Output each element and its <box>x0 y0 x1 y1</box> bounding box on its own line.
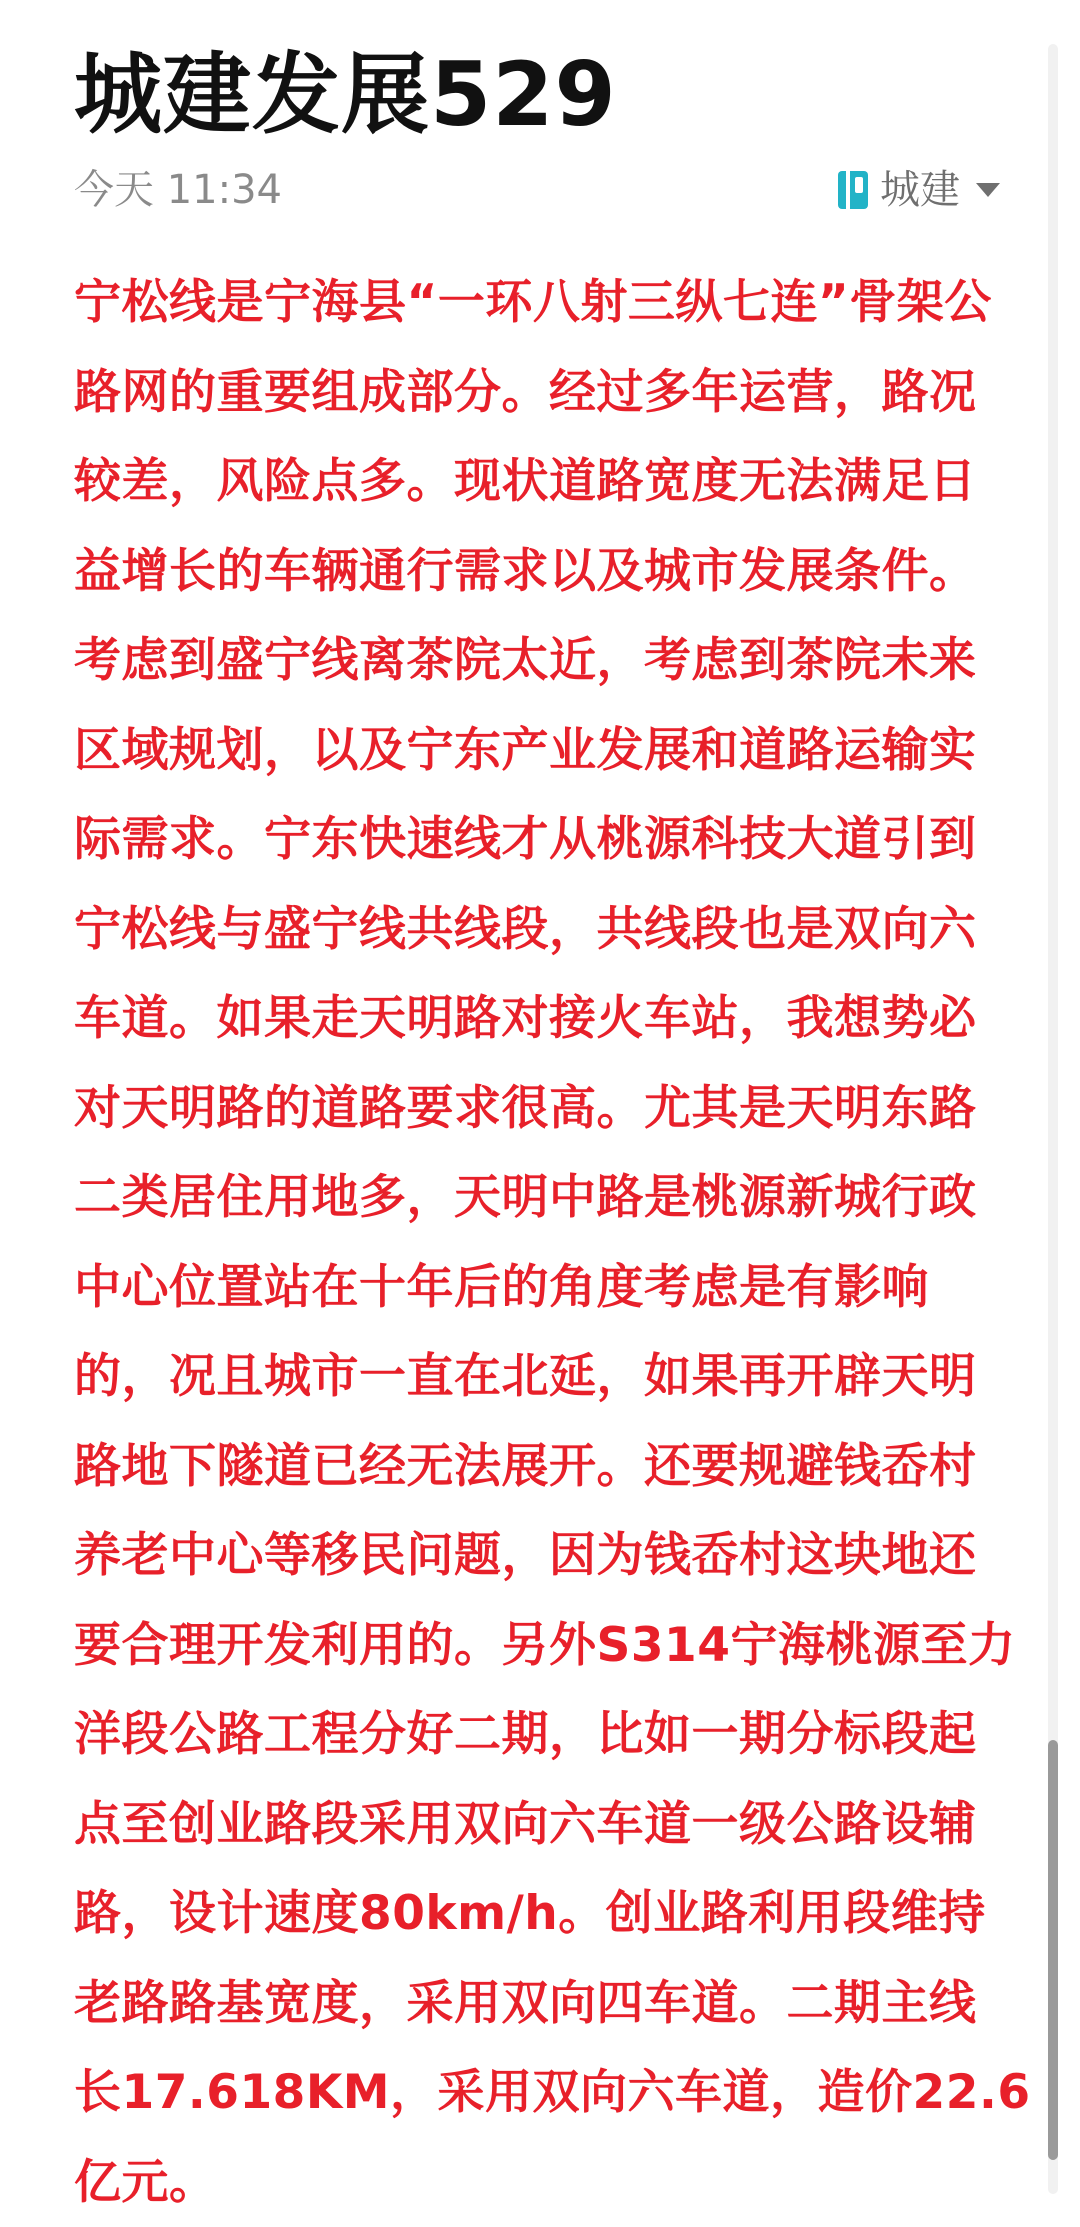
chevron-down-icon <box>976 183 1000 197</box>
body-line: 对天明路的道路要求很高。尤其是天明东路 <box>74 1064 1014 1154</box>
body-line: 路网的重要组成部分。经过多年运营，路况 <box>74 348 1014 438</box>
category-selector[interactable] <box>838 162 1000 218</box>
body-line: 较差，风险点多。现状道路宽度无法满足日 <box>74 437 1014 527</box>
body-line: 长17.618KM，采用双向六车道，造价22.6 <box>74 2048 1014 2138</box>
body-line: 洋段公路工程分好二期，比如一期分标段起 <box>74 1690 1014 1780</box>
body-line: 二类居住用地多，天明中路是桃源新城行政 <box>74 1153 1014 1243</box>
body-line: 益增长的车辆通行需求以及城市发展条件。 <box>74 527 1014 617</box>
body-line: 区域规划，以及宁东产业发展和道路运输实 <box>74 706 1014 796</box>
category-label: 城建 <box>880 162 960 218</box>
body-line: 车道。如果走天明路对接火车站，我想势必 <box>74 974 1014 1064</box>
scrollbar-thumb[interactable] <box>1048 1740 1058 2160</box>
body-line: 路，设计速度80km/h。创业路利用段维持 <box>74 1869 1014 1959</box>
timestamp: 今天 11:34 <box>74 162 282 218</box>
notebook-icon <box>838 171 868 209</box>
note-body[interactable] <box>74 258 1014 2227</box>
body-line: 养老中心等移民问题，因为钱岙村这块地还 <box>74 1511 1014 1601</box>
body-line: 老路路基宽度，采用双向四车道。二期主线 <box>74 1959 1014 2049</box>
body-line: 路地下隧道已经无法展开。还要规避钱岙村 <box>74 1422 1014 1512</box>
page-title: 城建发展529 <box>74 40 617 150</box>
body-line: 考虑到盛宁线离茶院太近，考虑到茶院未来 <box>74 616 1014 706</box>
body-line: 的，况且城市一直在北延，如果再开辟天明 <box>74 1332 1014 1422</box>
body-line: 中心位置站在十年后的角度考虑是有影响 <box>74 1243 1014 1333</box>
body-line: 亿元。 <box>74 2138 1014 2227</box>
body-line: 宁松线与盛宁线共线段，共线段也是双向六 <box>74 885 1014 975</box>
body-line: 要合理开发利用的。另外S314宁海桃源至力 <box>74 1601 1014 1691</box>
body-line: 点至创业路段采用双向六车道一级公路设辅 <box>74 1780 1014 1870</box>
body-line: 际需求。宁东快速线才从桃源科技大道引到 <box>74 795 1014 885</box>
body-line: 宁松线是宁海县“一环八射三纵七连”骨架公 <box>74 258 1014 348</box>
